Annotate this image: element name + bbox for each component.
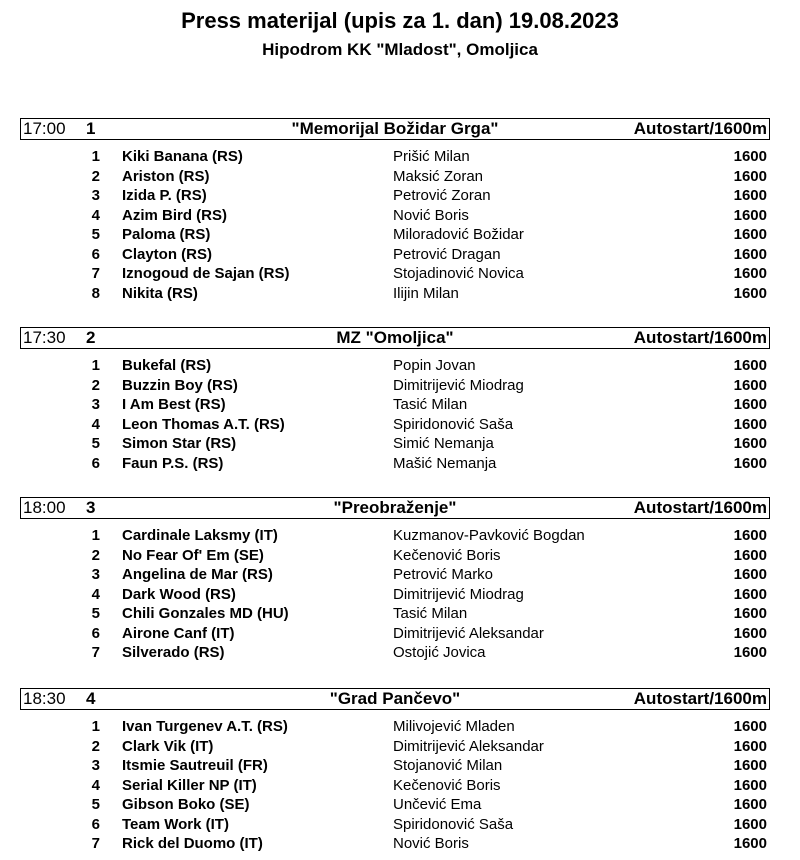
- entry-list: [0, 147, 800, 303]
- entry-position: 8: [91, 284, 100, 302]
- horse-name: No Fear Of' Em (SE): [122, 546, 264, 564]
- entry-row: [0, 526, 800, 546]
- horse-name: Leon Thomas A.T. (RS): [122, 415, 285, 433]
- race-number: 4: [86, 689, 96, 708]
- entry-position: 5: [91, 796, 100, 813]
- race-name: "Grad Pančevo": [329, 689, 461, 708]
- race-time: 18:00: [23, 498, 66, 517]
- horse-name: Team Work (IT): [122, 815, 229, 833]
- entry-distance: 1600: [733, 796, 767, 813]
- race-number: 3: [86, 498, 96, 517]
- horse-name: Cardinale Laksmy (IT): [122, 527, 278, 544]
- entry-position: 1: [91, 718, 100, 735]
- entry-position: 5: [91, 605, 100, 622]
- race-start-type: Autostart/1600m: [633, 498, 767, 517]
- driver-name: Stojanović Milan: [393, 757, 503, 774]
- entry-distance: 1600: [733, 415, 767, 433]
- race-header: [20, 688, 770, 710]
- entry-row: [0, 206, 800, 226]
- driver-name: Tasić Milan: [393, 396, 468, 413]
- entry-position: 2: [91, 167, 100, 185]
- entry-position: 6: [91, 815, 100, 833]
- entry-row: [0, 167, 800, 187]
- entry-position: 7: [91, 835, 100, 852]
- entry-position: 2: [91, 737, 100, 755]
- entry-row: [0, 834, 800, 854]
- entry-position: 2: [91, 376, 100, 394]
- driver-name: Tasić Milan: [393, 605, 468, 622]
- entry-position: 3: [91, 757, 100, 774]
- race-name: MZ "Omoljica": [336, 328, 454, 347]
- entry-position: 7: [91, 265, 100, 282]
- entry-distance: 1600: [733, 226, 767, 243]
- entry-position: 5: [91, 435, 100, 452]
- driver-name: Petrović Marko: [393, 566, 494, 583]
- race-name: "Preobraženje": [333, 498, 457, 517]
- entry-row: [0, 795, 800, 815]
- entry-list: [0, 356, 800, 473]
- driver-name: Kečenović Boris: [393, 546, 501, 564]
- entry-distance: 1600: [733, 757, 767, 774]
- entry-row: [0, 643, 800, 663]
- horse-name: Nikita (RS): [122, 284, 198, 302]
- entry-row: [0, 565, 800, 585]
- entry-position: 3: [91, 187, 100, 204]
- driver-name: Petrović Zoran: [393, 187, 491, 204]
- horse-name: Kiki Banana (RS): [122, 148, 243, 165]
- driver-name: Milivojević Mladen: [393, 718, 515, 735]
- horse-name: Airone Canf (IT): [122, 624, 235, 642]
- entry-row: [0, 717, 800, 737]
- entry-row: [0, 546, 800, 566]
- race-time: 17:00: [23, 119, 66, 138]
- entry-list: [0, 526, 800, 663]
- entry-position: 1: [91, 527, 100, 544]
- driver-name: Unčević Ema: [393, 796, 482, 813]
- entry-distance: 1600: [733, 776, 767, 794]
- entry-distance: 1600: [733, 835, 767, 852]
- entry-position: 5: [91, 226, 100, 243]
- horse-name: I Am Best (RS): [122, 396, 226, 413]
- race-time: 18:30: [23, 689, 66, 708]
- entry-row: [0, 585, 800, 605]
- horse-name: Buzzin Boy (RS): [122, 376, 238, 394]
- driver-name: Dimitrijević Miodrag: [393, 376, 524, 394]
- race-header: [20, 118, 770, 140]
- driver-name: Spiridonović Saša: [393, 815, 514, 833]
- entry-row: [0, 264, 800, 284]
- entry-distance: 1600: [733, 376, 767, 394]
- horse-name: Izida P. (RS): [122, 187, 207, 204]
- race-number: 2: [86, 328, 96, 347]
- entry-distance: 1600: [733, 284, 767, 302]
- horse-name: Itsmie Sautreuil (FR): [122, 757, 268, 774]
- driver-name: Spiridonović Saša: [393, 415, 514, 433]
- entry-distance: 1600: [733, 605, 767, 622]
- page-subtitle: Hipodrom KK "Mladost", Omoljica: [262, 40, 538, 59]
- entry-row: [0, 395, 800, 415]
- entry-position: 4: [91, 415, 100, 433]
- horse-name: Chili Gonzales MD (HU): [122, 605, 289, 622]
- horse-name: Paloma (RS): [122, 226, 211, 243]
- driver-name: Dimitrijević Miodrag: [393, 585, 524, 603]
- driver-name: Popin Jovan: [393, 357, 476, 374]
- entry-row: [0, 147, 800, 167]
- driver-name: Prišić Milan: [393, 148, 470, 165]
- horse-name: Faun P.S. (RS): [122, 454, 224, 472]
- entry-distance: 1600: [733, 585, 767, 603]
- entry-row: [0, 624, 800, 644]
- entry-distance: 1600: [733, 245, 767, 263]
- driver-name: Simić Nemanja: [393, 435, 494, 452]
- entry-distance: 1600: [733, 206, 767, 224]
- entry-row: [0, 454, 800, 474]
- race-start-type: Autostart/1600m: [633, 328, 767, 347]
- entry-distance: 1600: [733, 454, 767, 472]
- horse-name: Azim Bird (RS): [122, 206, 227, 224]
- entry-distance: 1600: [733, 546, 767, 564]
- entry-distance: 1600: [733, 815, 767, 833]
- horse-name: Clark Vik (IT): [122, 737, 214, 755]
- entry-distance: 1600: [733, 167, 767, 185]
- horse-name: Silverado (RS): [122, 644, 225, 661]
- entry-distance: 1600: [733, 644, 767, 661]
- entry-distance: 1600: [733, 718, 767, 735]
- race-start-type: Autostart/1600m: [633, 119, 767, 138]
- entry-distance: 1600: [733, 187, 767, 204]
- entry-position: 4: [91, 585, 100, 603]
- horse-name: Iznogoud de Sajan (RS): [122, 265, 290, 282]
- horse-name: Rick del Duomo (IT): [122, 835, 263, 852]
- entry-row: [0, 756, 800, 776]
- entry-position: 1: [91, 357, 100, 374]
- race-header: [20, 327, 770, 349]
- driver-name: Mašić Nemanja: [393, 454, 497, 472]
- race-header: [20, 497, 770, 519]
- horse-name: Angelina de Mar (RS): [122, 566, 273, 583]
- race-time: 17:30: [23, 328, 66, 347]
- driver-name: Kuzmanov-Pavković Bogdan: [393, 527, 585, 544]
- driver-name: Ilijin Milan: [393, 284, 459, 302]
- entry-distance: 1600: [733, 148, 767, 165]
- driver-name: Maksić Zoran: [393, 167, 484, 185]
- driver-name: Stojadinović Novica: [393, 265, 524, 282]
- entry-distance: 1600: [733, 357, 767, 374]
- driver-name: Nović Boris: [393, 835, 469, 852]
- entry-distance: 1600: [733, 435, 767, 452]
- entry-row: [0, 186, 800, 206]
- horse-name: Ariston (RS): [122, 167, 210, 185]
- entry-row: [0, 376, 800, 396]
- race-start-type: Autostart/1600m: [633, 689, 767, 708]
- horse-name: Simon Star (RS): [122, 435, 237, 452]
- entry-position: 4: [91, 776, 100, 794]
- entry-row: [0, 434, 800, 454]
- entry-distance: 1600: [733, 566, 767, 583]
- horse-name: Dark Wood (RS): [122, 585, 236, 603]
- entry-position: 6: [91, 454, 100, 472]
- entry-row: [0, 356, 800, 376]
- entry-distance: 1600: [733, 737, 767, 755]
- horse-name: Serial Killer NP (IT): [122, 776, 257, 794]
- entry-row: [0, 776, 800, 796]
- driver-name: Kečenović Boris: [393, 776, 501, 794]
- entry-position: 2: [91, 546, 100, 564]
- horse-name: Clayton (RS): [122, 245, 212, 263]
- driver-name: Dimitrijević Aleksandar: [393, 737, 544, 755]
- entry-position: 6: [91, 624, 100, 642]
- entry-position: 6: [91, 245, 100, 263]
- entry-position: 7: [91, 644, 100, 661]
- entry-distance: 1600: [733, 527, 767, 544]
- entry-list: [0, 717, 800, 854]
- entry-row: [0, 284, 800, 304]
- entry-row: [0, 604, 800, 624]
- entry-position: 1: [91, 148, 100, 165]
- horse-name: Bukefal (RS): [122, 357, 212, 374]
- entry-distance: 1600: [733, 396, 767, 413]
- entry-row: [0, 815, 800, 835]
- entry-position: 4: [91, 206, 100, 224]
- entry-row: [0, 415, 800, 435]
- race-name: "Memorijal Božidar Grga": [291, 119, 499, 138]
- race-number: 1: [86, 119, 96, 138]
- entry-distance: 1600: [733, 265, 767, 282]
- driver-name: Petrović Dragan: [393, 245, 501, 263]
- entry-distance: 1600: [733, 624, 767, 642]
- driver-name: Dimitrijević Aleksandar: [393, 624, 544, 642]
- driver-name: Ostojić Jovica: [393, 644, 486, 661]
- horse-name: Gibson Boko (SE): [122, 796, 250, 813]
- entry-position: 3: [91, 566, 100, 583]
- entry-row: [0, 225, 800, 245]
- entry-row: [0, 737, 800, 757]
- page-title: Press materijal (upis za 1. dan) 19.08.2023: [181, 8, 619, 33]
- entry-position: 3: [91, 396, 100, 413]
- horse-name: Ivan Turgenev A.T. (RS): [122, 718, 288, 735]
- driver-name: Miloradović Božidar: [393, 226, 524, 243]
- driver-name: Nović Boris: [393, 206, 469, 224]
- entry-row: [0, 245, 800, 265]
